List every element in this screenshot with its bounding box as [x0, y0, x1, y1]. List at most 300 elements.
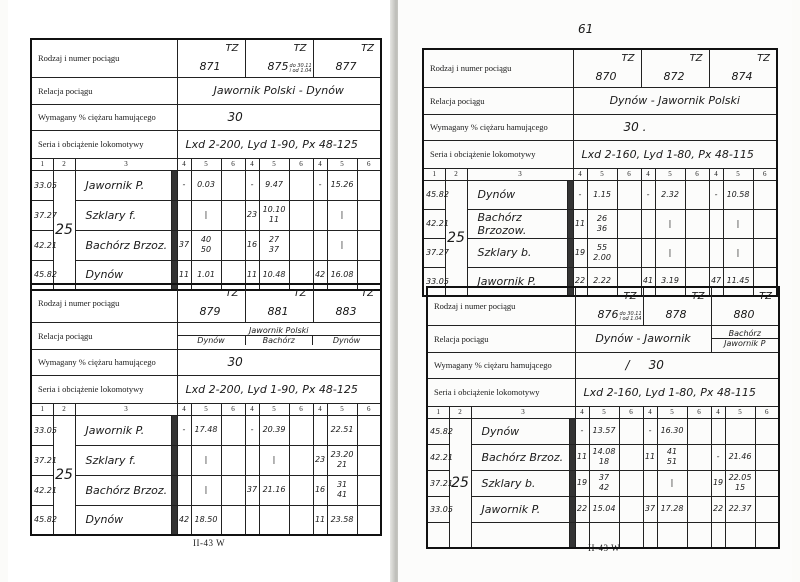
remark-cell	[755, 444, 779, 470]
brake-label: Wymagany % ciężaru hamującego	[31, 349, 177, 375]
column-number: 2	[449, 406, 471, 418]
run-time-cell: 19	[711, 470, 725, 496]
train-number-row	[427, 287, 779, 325]
time-cell: 2.32	[655, 180, 685, 209]
run-time-cell: -	[575, 418, 589, 444]
station-name: Szklary f.	[75, 445, 171, 475]
column-number: 6	[289, 403, 313, 415]
train-header	[177, 284, 245, 322]
loco-value: Lxd 2-200, Lyd 1-90, Px 48-125	[177, 375, 381, 403]
time-cell: 11.45	[723, 267, 753, 296]
station-name: Dynów	[75, 260, 171, 290]
remark-cell	[357, 200, 381, 230]
remark-cell	[289, 475, 313, 505]
station-name: Szklary b.	[467, 238, 567, 267]
remark-cell	[289, 170, 313, 200]
run-time-cell	[711, 522, 725, 548]
station-name: Jawornik P.	[467, 267, 567, 296]
train-number-row	[423, 49, 777, 87]
train-header	[575, 287, 643, 325]
kilometre: 37.21	[31, 445, 53, 475]
station-name	[471, 522, 569, 548]
station-row	[31, 230, 381, 260]
column-number: 3	[471, 406, 575, 418]
time-cell: 10.48	[259, 260, 289, 290]
time-cell: 23.58	[327, 505, 357, 535]
remark-cell	[289, 415, 313, 445]
train-validity-note: do 30.11 i od 1.04	[289, 62, 312, 74]
column-number: 2	[53, 158, 75, 170]
remark-cell	[357, 170, 381, 200]
station-row	[31, 505, 381, 535]
time-cell: 1.15	[587, 180, 617, 209]
remark-cell	[357, 445, 381, 475]
time-cell: 17.48	[191, 415, 221, 445]
brake-label: Wymagany % ciężaru hamującego	[427, 352, 575, 378]
relation-destination: Bachórz	[245, 336, 313, 346]
column-number: 6	[221, 158, 245, 170]
kilometre: 33.05	[31, 415, 53, 445]
station-name: Szklary f.	[75, 200, 171, 230]
brake-row	[427, 352, 779, 378]
run-time-cell: 22	[575, 496, 589, 522]
run-time-cell: 42	[313, 260, 327, 290]
left-page	[8, 0, 392, 582]
loco-row	[31, 130, 381, 158]
loco-value: Lxd 2-160, Lyd 1-80, Px 48-115	[573, 140, 777, 168]
kilometre: 42.21	[31, 230, 53, 260]
run-time-cell: 23	[313, 445, 327, 475]
time-cell: 0.03	[191, 170, 221, 200]
column-number-row	[427, 406, 779, 418]
run-time-cell: 16	[313, 475, 327, 505]
station-name: Dynów	[471, 418, 569, 444]
loco-value: Lxd 2-160, Lyd 1-80, Px 48-115	[575, 378, 779, 406]
relation-text: Jawornik Polski - Dynów	[213, 84, 344, 97]
train-number: 876	[597, 307, 619, 321]
column-number: 6	[357, 403, 381, 415]
line-section: 25	[53, 415, 75, 535]
time-cell: |	[327, 230, 357, 260]
remark-cell	[755, 522, 779, 548]
remark-cell	[357, 230, 381, 260]
time-cell: |	[655, 238, 685, 267]
loco-label: Seria i obciążenie lokomotywy	[31, 375, 177, 403]
time-cell: 22.37	[725, 496, 755, 522]
train-kind: TZ	[361, 288, 375, 299]
remark-cell	[357, 475, 381, 505]
remark-cell	[221, 415, 245, 445]
time-cell: 41 51	[657, 444, 687, 470]
station-name: Bachórz Brzoz.	[75, 475, 171, 505]
train-number: 880	[733, 307, 755, 321]
column-number: 1	[427, 406, 449, 418]
time-cell: 1.01	[191, 260, 221, 290]
run-time-cell: 22	[573, 267, 587, 296]
column-number: 6	[685, 168, 709, 180]
station-row	[423, 238, 777, 267]
time-cell: |	[191, 445, 221, 475]
station-name: Dynów	[467, 180, 567, 209]
line-section: 25	[449, 418, 471, 548]
time-cell: 20.39	[259, 415, 289, 445]
train-number: 871	[199, 59, 221, 73]
run-time-cell	[643, 522, 657, 548]
train-number: 874	[731, 69, 753, 83]
remark-cell	[687, 418, 711, 444]
run-time-cell: 11	[575, 444, 589, 470]
run-time-cell: 37	[177, 230, 191, 260]
run-time-cell: -	[641, 180, 655, 209]
remark-cell	[687, 470, 711, 496]
station-row	[31, 445, 381, 475]
time-cell: |	[723, 209, 753, 238]
column-number: 4	[177, 158, 191, 170]
column-number: 6	[617, 168, 641, 180]
train-header	[313, 284, 381, 322]
time-cell	[657, 522, 687, 548]
column-number: 4	[313, 158, 327, 170]
train-kind-label: Rodzaj i numer pociągu	[427, 287, 575, 325]
time-cell: 40 50	[191, 230, 221, 260]
station-name: Jawornik P.	[75, 170, 171, 200]
column-number: 4	[643, 406, 657, 418]
station-row	[31, 475, 381, 505]
run-time-cell	[641, 209, 655, 238]
run-time-cell	[709, 238, 723, 267]
train-header	[643, 287, 711, 325]
time-cell: |	[657, 470, 687, 496]
timetable	[426, 286, 780, 549]
brake-label: Wymagany % ciężaru hamującego	[423, 114, 573, 140]
remark-cell	[617, 209, 641, 238]
run-time-cell: -	[711, 444, 725, 470]
relation-label: Relacja pociągu	[427, 325, 575, 352]
remark-cell	[687, 522, 711, 548]
train-header	[573, 49, 641, 87]
remark-cell	[221, 230, 245, 260]
column-number: 5	[589, 406, 619, 418]
remark-cell	[619, 418, 643, 444]
timetable	[30, 38, 382, 291]
run-time-cell: 23	[245, 200, 259, 230]
kilometre: 45.82	[31, 505, 53, 535]
column-number: 5	[725, 406, 755, 418]
column-number: 4	[313, 403, 327, 415]
column-number: 3	[75, 158, 177, 170]
time-cell: 10.58	[723, 180, 753, 209]
kilometre: 33.05	[427, 496, 449, 522]
remark-cell	[755, 470, 779, 496]
run-time-cell: 11	[643, 444, 657, 470]
run-time-cell: -	[245, 415, 259, 445]
run-time-cell	[313, 230, 327, 260]
loco-label: Seria i obciążenie lokomotywy	[423, 140, 573, 168]
train-number: 875	[267, 59, 289, 73]
kilometre: 37.27	[423, 238, 445, 267]
column-number: 3	[467, 168, 573, 180]
remark-cell	[289, 200, 313, 230]
remark-cell	[617, 238, 641, 267]
column-number: 5	[655, 168, 685, 180]
brake-row	[423, 114, 777, 140]
station-row	[427, 470, 779, 496]
column-number: 1	[423, 168, 445, 180]
station-row	[31, 415, 381, 445]
kilometre: 45.82	[423, 180, 445, 209]
run-time-cell: -	[573, 180, 587, 209]
relation-text: Bachórz	[712, 329, 779, 339]
remark-cell	[357, 415, 381, 445]
train-kind: TZ	[225, 288, 239, 299]
time-cell: |	[191, 200, 221, 230]
remark-cell	[221, 505, 245, 535]
train-kind: TZ	[691, 291, 705, 302]
column-number: 5	[657, 406, 687, 418]
brake-value: 30	[177, 349, 381, 375]
loco-row	[423, 140, 777, 168]
train-number: 870	[595, 69, 617, 83]
remark-cell	[221, 475, 245, 505]
station-row	[423, 180, 777, 209]
run-time-cell: 42	[177, 505, 191, 535]
relation-destination: Dynów	[313, 336, 381, 346]
remark-cell	[753, 209, 777, 238]
time-cell: 55 2.00	[587, 238, 617, 267]
relation-cell	[177, 322, 381, 349]
kilometre: 33.05	[31, 170, 53, 200]
relation-row	[427, 325, 779, 352]
run-time-cell	[641, 238, 655, 267]
column-number: 6	[755, 406, 779, 418]
train-header	[709, 49, 777, 87]
train-header	[245, 284, 313, 322]
remark-cell	[289, 445, 313, 475]
run-time-cell: -	[709, 180, 723, 209]
column-number: 5	[259, 158, 289, 170]
brake-value: 30 .	[573, 114, 777, 140]
train-number-row	[31, 284, 381, 322]
train-number: 872	[663, 69, 685, 83]
run-time-cell	[643, 470, 657, 496]
loco-row	[427, 378, 779, 406]
train-kind: TZ	[293, 43, 307, 54]
relation-cell	[177, 77, 381, 104]
time-cell: |	[655, 209, 685, 238]
run-time-cell	[711, 418, 725, 444]
run-time-cell: 19	[573, 238, 587, 267]
column-number: 5	[587, 168, 617, 180]
brake-value: / 30	[575, 352, 779, 378]
time-cell: 3.19	[655, 267, 685, 296]
run-time-cell	[245, 505, 259, 535]
column-number: 4	[709, 168, 723, 180]
time-cell: 22.51	[327, 415, 357, 445]
train-kind-label: Rodzaj i numer pociągu	[423, 49, 573, 87]
station-name: Bachórz Brzoz.	[75, 230, 171, 260]
column-number: 6	[687, 406, 711, 418]
train-header	[711, 287, 779, 325]
train-kind: TZ	[689, 53, 703, 64]
time-cell: |	[327, 200, 357, 230]
page-footer: II-43 W	[588, 543, 621, 553]
column-number: 6	[753, 168, 777, 180]
column-number-row	[423, 168, 777, 180]
station-name: Szklary b.	[471, 470, 569, 496]
train-kind: TZ	[759, 291, 773, 302]
relation-row	[31, 77, 381, 104]
remark-cell	[619, 496, 643, 522]
relation-text: Dynów - Jawornik	[595, 332, 691, 345]
station-name: Dynów	[75, 505, 171, 535]
run-time-cell	[177, 475, 191, 505]
kilometre: 33.05	[423, 267, 445, 296]
run-time-cell	[245, 445, 259, 475]
relation-origin: Jawornik Polski	[178, 326, 381, 336]
run-time-cell: 19	[575, 470, 589, 496]
station-name: Bachórz Brzoz.	[471, 444, 569, 470]
train-kind: TZ	[361, 43, 375, 54]
relation-label: Relacja pociągu	[31, 77, 177, 104]
brake-value: 30	[177, 104, 381, 130]
column-number: 4	[245, 158, 259, 170]
page-number: 61	[578, 22, 594, 36]
time-cell: 31 41	[327, 475, 357, 505]
run-time-cell	[709, 209, 723, 238]
run-time-cell: 47	[709, 267, 723, 296]
train-header	[313, 39, 381, 77]
station-name: Jawornik P.	[471, 496, 569, 522]
train-header	[177, 39, 245, 77]
kilometre: 42.21	[31, 475, 53, 505]
column-number: 4	[177, 403, 191, 415]
run-time-cell: 37	[643, 496, 657, 522]
column-number: 4	[245, 403, 259, 415]
kilometre	[427, 522, 449, 548]
column-number: 5	[327, 158, 357, 170]
remark-cell	[755, 418, 779, 444]
train-kind: TZ	[621, 53, 635, 64]
remark-cell	[289, 505, 313, 535]
brake-row	[31, 349, 381, 375]
run-time-cell: -	[643, 418, 657, 444]
run-time-cell	[177, 200, 191, 230]
kilometre: 37.27	[31, 200, 53, 230]
remark-cell	[685, 180, 709, 209]
time-cell: 2.22	[587, 267, 617, 296]
relation-cell	[711, 325, 779, 352]
time-cell	[725, 418, 755, 444]
train-header	[245, 39, 313, 77]
time-cell: 23.20 21	[327, 445, 357, 475]
remark-cell	[753, 238, 777, 267]
column-number: 6	[619, 406, 643, 418]
run-time-cell: -	[177, 170, 191, 200]
time-cell: 21.16	[259, 475, 289, 505]
brake-label: Wymagany % ciężaru hamującego	[31, 104, 177, 130]
station-name: Jawornik P.	[75, 415, 171, 445]
time-cell: 27 37	[259, 230, 289, 260]
run-time-cell: 41	[641, 267, 655, 296]
loco-label: Seria i obciążenie lokomotywy	[427, 378, 575, 406]
time-cell: 26 36	[587, 209, 617, 238]
run-time-cell: 22	[711, 496, 725, 522]
remark-cell	[619, 444, 643, 470]
run-time-cell: -	[313, 170, 327, 200]
remark-cell	[685, 209, 709, 238]
line-section: 25	[445, 180, 467, 296]
run-time-cell: 16	[245, 230, 259, 260]
kilometre: 45.82	[427, 418, 449, 444]
train-kind: TZ	[293, 288, 307, 299]
column-number: 1	[31, 403, 53, 415]
kilometre: 42.21	[427, 444, 449, 470]
run-time-cell: 11	[313, 505, 327, 535]
run-time-cell	[313, 415, 327, 445]
column-number: 6	[289, 158, 313, 170]
run-time-cell	[575, 522, 589, 548]
relation-text: Dynów - Jawornik Polski	[609, 94, 740, 107]
station-row	[427, 522, 779, 548]
line-section: 25	[53, 170, 75, 290]
time-cell: 10.10 11	[259, 200, 289, 230]
column-number: 5	[191, 403, 221, 415]
time-cell: 37 42	[589, 470, 619, 496]
train-number: 883	[335, 304, 357, 318]
station-name: Bachórz Brzozow.	[467, 209, 567, 238]
time-cell: 16.08	[327, 260, 357, 290]
station-row	[31, 170, 381, 200]
time-cell: 16.30	[657, 418, 687, 444]
column-number: 5	[191, 158, 221, 170]
column-number: 5	[723, 168, 753, 180]
station-row	[423, 209, 777, 238]
train-kind-label: Rodzaj i numer pociągu	[31, 284, 177, 322]
column-number: 1	[31, 158, 53, 170]
loco-row	[31, 375, 381, 403]
train-kind: TZ	[757, 53, 771, 64]
time-cell: 21.46	[725, 444, 755, 470]
remark-cell	[357, 505, 381, 535]
run-time-cell: 37	[245, 475, 259, 505]
kilometre: 45.82	[31, 260, 53, 290]
train-kind-label: Rodzaj i numer pociągu	[31, 39, 177, 77]
time-cell: 13.57	[589, 418, 619, 444]
train-number: 879	[199, 304, 221, 318]
column-number-row	[31, 158, 381, 170]
page-footer: II-43 W	[193, 538, 226, 548]
run-time-cell	[177, 445, 191, 475]
station-row	[427, 444, 779, 470]
column-number: 2	[53, 403, 75, 415]
column-number: 5	[327, 403, 357, 415]
brake-row	[31, 104, 381, 130]
time-cell	[589, 522, 619, 548]
column-number: 4	[575, 406, 589, 418]
right-page	[398, 0, 792, 582]
relation-label: Relacja pociągu	[31, 322, 177, 349]
remark-cell	[221, 445, 245, 475]
time-cell: 18.50	[191, 505, 221, 535]
remark-cell	[685, 238, 709, 267]
remark-cell	[619, 522, 643, 548]
relation-row	[31, 322, 381, 349]
loco-label: Seria i obciążenie lokomotywy	[31, 130, 177, 158]
timetable	[30, 283, 382, 536]
remark-cell	[617, 180, 641, 209]
train-number: 881	[267, 304, 289, 318]
remark-cell	[289, 230, 313, 260]
